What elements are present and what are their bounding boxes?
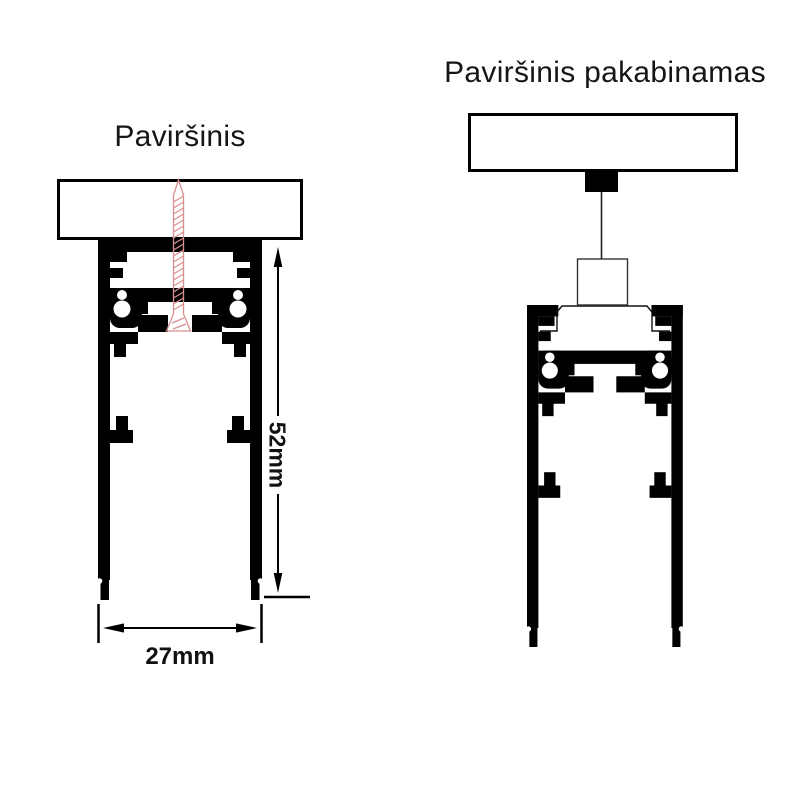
ceiling-mount-block	[585, 171, 618, 192]
ceiling-surface	[470, 115, 737, 171]
arrow-left-icon	[103, 623, 124, 632]
arrow-up-icon	[274, 247, 283, 267]
left-diagram-title: Paviršinis	[114, 120, 246, 153]
height-dimension-label: 52mm	[264, 421, 291, 489]
arrow-right-icon	[236, 623, 257, 632]
dimension-27mm	[99, 604, 262, 643]
rail-profile-right	[526, 305, 684, 647]
left-diagram	[59, 180, 311, 643]
width-dimension-label: 27mm	[145, 643, 215, 670]
arrow-down-icon	[274, 573, 283, 593]
right-diagram-title: Paviršinis pakabinamas	[444, 56, 766, 89]
suspension-adapter	[540, 306, 670, 331]
screw-head	[167, 314, 191, 331]
suspension-box	[578, 259, 628, 305]
right-diagram	[470, 115, 737, 648]
